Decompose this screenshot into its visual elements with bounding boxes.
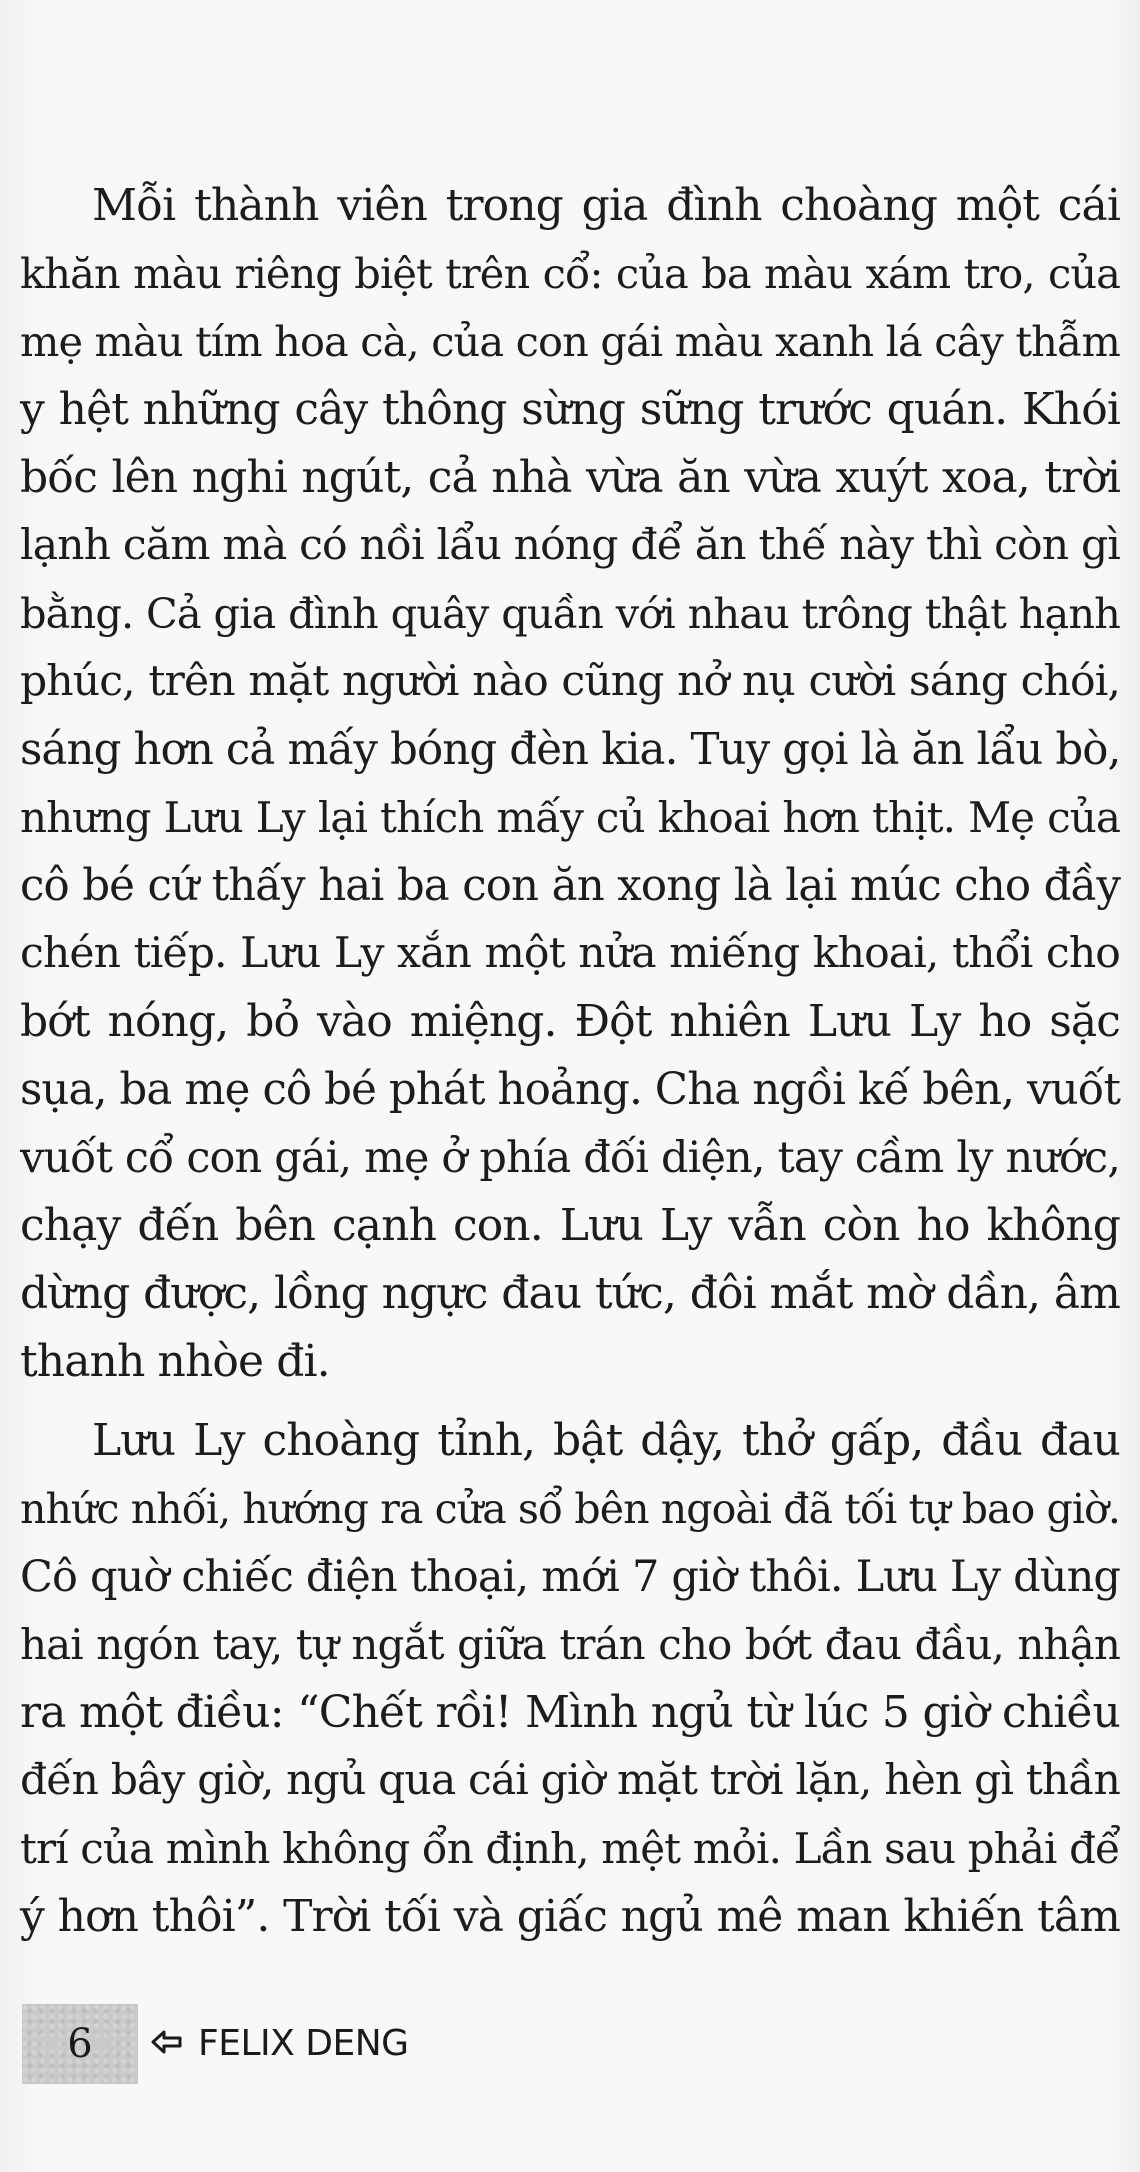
page-number-box: [22, 2004, 138, 2084]
text-line: bớt nóng, bỏ vào miệng. Đột nhiên Lưu Ly ho sặc: [20, 996, 1120, 1047]
text-line: y hệt những cây thông sừng sững trước quán. Khói: [20, 384, 1120, 435]
text-line: thanh nhòe đi.: [20, 1336, 330, 1387]
text-line: hai ngón tay, tự ngắt giữa trán cho bớt đau đầu, nhận: [20, 1620, 1120, 1669]
text-line: phúc, trên mặt người nào cũng nở nụ cười sáng chói,: [20, 657, 1120, 706]
text-line: Cô quờ chiếc điện thoại, mới 7 giờ thôi. Lưu Ly dùng: [20, 1552, 1120, 1602]
text-line: nhưng Lưu Ly lại thích mấy củ khoai hơn thịt. Mẹ của: [20, 793, 1120, 842]
text-line: sụa, ba mẹ cô bé phát hoảng. Cha ngồi kế bên, vuốt: [20, 1065, 1121, 1115]
text-line: bằng. Cả gia đình quây quần với nhau trông thật hạnh: [20, 589, 1120, 638]
text-line: lạnh căm mà có nồi lẩu nóng để ăn thế này thì còn gì: [20, 521, 1120, 570]
text-line: đến bây giờ, ngủ qua cái giờ mặt trời lặn, hèn gì thần: [20, 1756, 1120, 1805]
back-arrow-icon: [150, 2028, 184, 2056]
text-line: trí của mình không ổn định, mệt mỏi. Lần sau phải để: [20, 1824, 1120, 1873]
running-head-author: FELIX DENG: [198, 2023, 409, 2064]
text-line: Lưu Ly choàng tỉnh, bật dậy, thở gấp, đầu đau: [92, 1415, 1120, 1466]
page-number: 6: [67, 2021, 93, 2067]
text-line: nhức nhối, hướng ra cửa sổ bên ngoài đã tối tự bao giờ.: [20, 1485, 1120, 1533]
text-line: ý hơn thôi”. Trời tối và giấc ngủ mê man khiến tâm: [20, 1891, 1120, 1942]
text-line: cô bé cứ thấy hai ba con ăn xong là lại múc cho đầy: [20, 861, 1120, 911]
text-line: mẹ màu tím hoa cà, của con gái màu xanh lá cây thẫm: [20, 317, 1120, 366]
text-line: ra một điều: “Chết rồi! Mình ngủ từ lúc 5 giờ chiều: [20, 1687, 1120, 1738]
text-line: chén tiếp. Lưu Ly xắn một nửa miếng khoai, thổi cho: [20, 929, 1120, 978]
text-line: bốc lên nghi ngút, cả nhà vừa ăn vừa xuýt xoa, trời: [20, 452, 1120, 503]
text-line: vuốt cổ con gái, mẹ ở phía đối diện, tay cầm ly nước,: [20, 1133, 1120, 1183]
text-line: Mỗi thành viên trong gia đình choàng một cái: [92, 180, 1120, 231]
text-line: chạy đến bên cạnh con. Lưu Ly vẫn còn ho không: [20, 1200, 1120, 1251]
text-line: sáng hơn cả mấy bóng đèn kia. Tuy gọi là ăn lẩu bò,: [20, 725, 1121, 775]
text-line: dừng được, lồng ngực đau tức, đôi mắt mờ dần, âm: [20, 1268, 1120, 1319]
text-line: khăn màu riêng biệt trên cổ: của ba màu xám tro, của: [20, 249, 1120, 298]
